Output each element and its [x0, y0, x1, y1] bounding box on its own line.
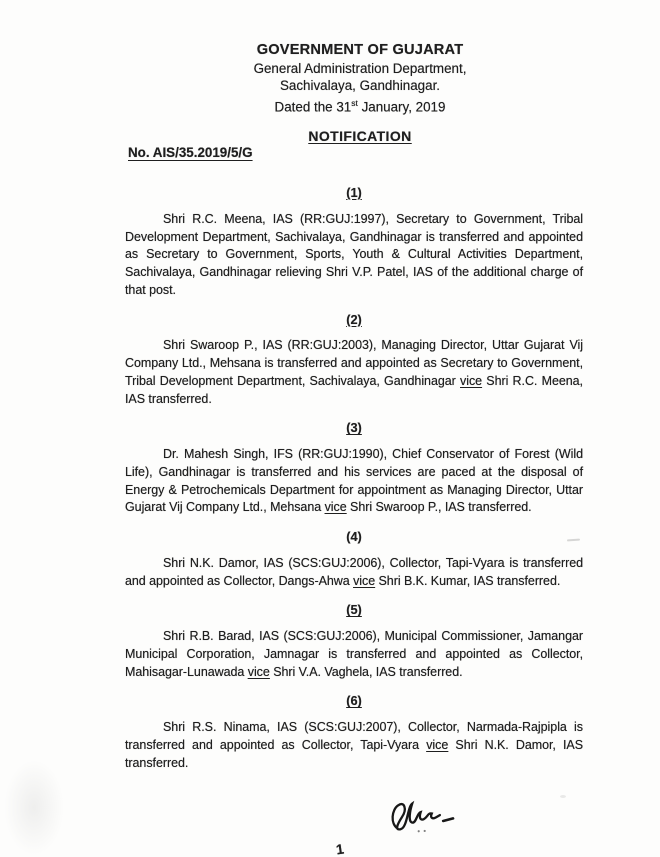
section-number: (2) — [346, 311, 362, 327]
paragraph-text: Dr. Mahesh Singh, IFS (RR:GUJ:1990), Chief Conservator of Forest (Wild Life), Gandhinagar is transferred and his services are paced at the disposal of Energy & Petrochemicals Department for appointment as Managing Director, Uttar Gujarat Vij Company Ltd., Mehsana — [125, 447, 583, 515]
section-number: (3) — [346, 420, 362, 436]
order-section — [125, 601, 583, 681]
page-number: 1 — [334, 840, 345, 857]
section-paragraph — [125, 211, 583, 300]
section-paragraph — [125, 446, 583, 517]
order-section — [125, 311, 583, 409]
scan-speck — [560, 795, 566, 798]
section-paragraph — [125, 628, 583, 681]
vice-term: vice — [353, 573, 376, 588]
order-section — [125, 692, 583, 772]
section-number: (6) — [346, 693, 362, 709]
section-paragraph — [125, 719, 583, 772]
reference-number: No. AIS/35.2019/5/G — [128, 145, 253, 160]
paragraph-text: Shri R.C. Meena, IAS transferred. — [125, 373, 583, 406]
section-number: (4) — [346, 529, 362, 544]
date-line — [130, 95, 590, 116]
vice-term: vice — [460, 373, 483, 388]
paragraph-text: Shri N.K. Damor, IAS transferred. — [125, 737, 583, 770]
paragraph-text: Shri V.A. Vaghela, IAS transferred. — [269, 664, 463, 679]
signature-scribble-icon — [385, 795, 461, 841]
section-number: (5) — [346, 602, 362, 618]
section-paragraph — [125, 337, 583, 408]
paragraph-text: Shri B.K. Kumar, IAS transferred. — [375, 573, 561, 588]
department-line: General Administration Department, — [253, 60, 467, 76]
vice-term: vice — [324, 500, 347, 515]
order-section — [125, 184, 583, 300]
section-paragraph — [125, 555, 583, 591]
order-section — [125, 528, 583, 590]
notification-title: NOTIFICATION — [308, 128, 412, 144]
document-header — [130, 42, 590, 115]
place-line: Sachivalaya, Gandhinagar. — [279, 78, 441, 93]
date-ordinal-suffix: st — [351, 97, 358, 108]
vice-term: vice — [247, 664, 270, 679]
paragraph-text: Shri R.S. Ninama, IAS (SCS:GUJ:2007), Collector, Narmada-Rajpipla is transferred and appointed as Collector, Tapi-Vyara — [125, 720, 583, 752]
government-name: GOVERNMENT OF GUJARAT — [256, 42, 464, 58]
paragraph-text: Shri N.K. Damor, IAS (SCS:GUJ:2006), Collector, Tapi-Vyara is transferred and appointed as Collector, Dangs-Ahwa — [125, 555, 583, 588]
vice-term: vice — [426, 737, 449, 752]
section-number: (1) — [346, 185, 362, 200]
order-sections-container — [125, 184, 583, 783]
paragraph-text: Shri R.B. Barad, IAS (SCS:GUJ:2006), Municipal Commissioner, Jamangar Municipal Corporation, Jamnagar is transferred and appointed as Collector, Mahisagar-Lunawada — [125, 629, 583, 679]
paragraph-text: Shri R.C. Meena, IAS (RR:GUJ:1997), Secretary to Government, Tribal Development Department, Sachivalaya, Gandhinagar is transferred and appointed as Secretary to Government, Sports, Youth & Cultural Activities Department, Sachivalaya, Gandhinagar relieving Shri V.P. Patel, IAS of the additional charge of that post. — [125, 211, 583, 297]
paragraph-text: Shri Swaroop P., IAS transferred. — [346, 500, 532, 515]
order-section — [125, 419, 583, 517]
paragraph-text: Shri Swaroop P., IAS (RR:GUJ:2003), Managing Director, Uttar Gujarat Vij Company Ltd., Mehsana is transferred and appointed as Secretary to Government, Tribal Development Department, Sachivalaya, Gandhinagar — [125, 338, 583, 388]
date-text-tail: January, 2019 — [357, 98, 446, 114]
scan-smudge — [4, 760, 64, 855]
date-text: Dated the 31 — [274, 98, 352, 114]
